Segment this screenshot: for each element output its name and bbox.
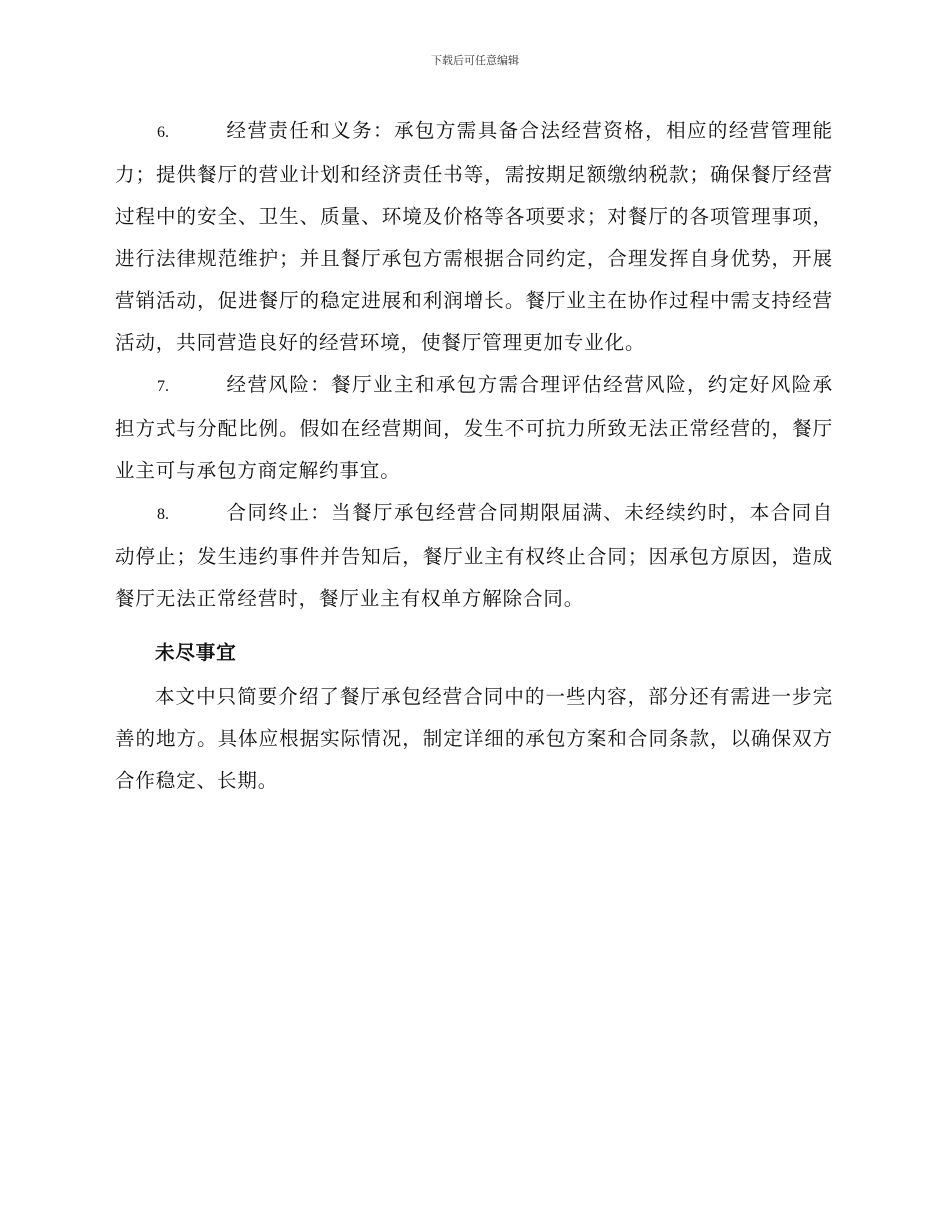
section-paragraph: 本文中只简要介绍了餐厅承包经营合同中的一些内容，部分还有需进一步完善的地方。具体应根据实际情况，制定详细的承包方案和合同条款，以确保双方合作稳定、长期。 [115,685,833,792]
section-heading: 未尽事宜 [155,641,237,664]
list-item-7 [115,364,833,492]
item-number-8: 8. [157,506,169,523]
item-text-7: 经营风险：餐厅业主和承包方需合理评估经营风险，约定好风险承担方式与分配比例。假如在经营期间，发生不可抗力所致无法正常经营的，餐厅业主可与承包方商定解约事宜。 [115,373,833,482]
item-text-6: 经营责任和义务：承包方需具备合法经营资格，相应的经营管理能力；提供餐厅的营业计划和经济责任书等，需按期足额缴纳税款；确保餐厅经营过程中的安全、卫生、质量、环境及价格等各项要求；对餐厅的各项管理事项，进行法律规范维护；并且餐厅承包方需根据合同约定，合理发挥自身优势，开展营销活动，促进餐厅的稳定进展和利润增长。餐厅业主在协作过程中需支持经营活动，共同营造良好的经营环境，使餐厅管理更加专业化。 [115,119,833,354]
item-number-7: 7. [157,378,169,395]
item-number-6: 6. [157,124,169,141]
page-header: 下载后可任意编辑 [431,54,519,67]
item-text-8: 合同终止：当餐厅承包经营合同期限届满、未经续约时，本合同自动停止；发生违约事件并告知后，餐厅业主有权终止合同；因承包方原因，造成餐厅无法正常经营时，餐厅业主有权单方解除合同。 [115,501,833,610]
list-item-8 [115,492,833,620]
list-item-6 [115,110,833,364]
document-body [115,110,833,802]
